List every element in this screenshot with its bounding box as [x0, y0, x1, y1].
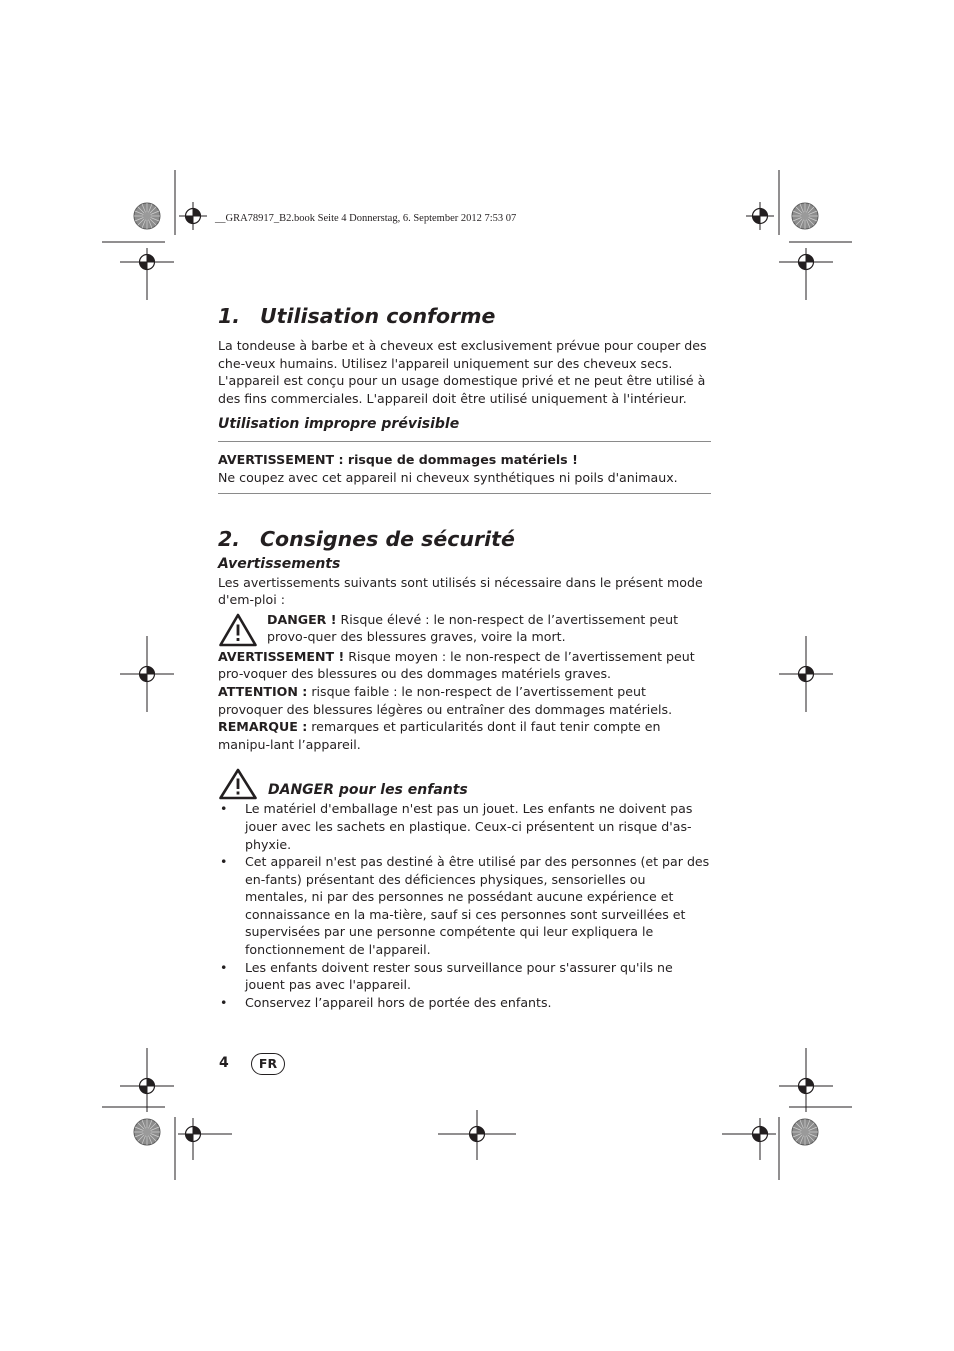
list-item: • Les enfants doivent rester sous surveillance pour s'assurer qu'ils ne jouent pas avec l'appareil.: [218, 959, 711, 994]
remarque-level: [218, 718, 711, 753]
list-item: • Le matériel d'emballage n'est pas un jouet. Les enfants ne doivent pas jouer avec les sachets en plastique. Ceux-ci présentent un risque d'as-phyxie.: [218, 800, 711, 853]
avertissement-level: [218, 648, 711, 683]
section-number: 1.: [218, 304, 241, 328]
subheading: Utilisation impropre prévisible: [218, 416, 460, 433]
section-title: Utilisation conforme: [260, 304, 496, 328]
children-danger-heading: [218, 768, 711, 800]
color-target-icon: [134, 203, 160, 229]
registration-mark-icon: [746, 202, 774, 230]
level-description: Risque moyen : le non-respect de l’avertissement peut pro-voquer des blessures ou des dommages matériels graves.: [218, 648, 695, 682]
registration-mark-icon: [133, 1072, 161, 1100]
color-target-icon: [792, 203, 818, 229]
danger-level: [218, 611, 711, 648]
warning-triangle-icon: [218, 612, 258, 648]
registration-mark-icon: [792, 660, 820, 688]
warning-title: AVERTISSEMENT : risque de dommages matériels !: [218, 452, 578, 468]
section-number: 2.: [218, 526, 241, 551]
danger-text: [267, 611, 711, 646]
subheading: DANGER pour les enfants: [268, 782, 468, 799]
warning-box: [218, 441, 711, 493]
level-description: remarques et particularités dont il faut tenir compte en manipu-lant l’appareil.: [218, 719, 661, 752]
attention-level: [218, 683, 711, 718]
warning-text: Ne coupez avec cet appareil ni cheveux synthétiques ni poils d'animaux.: [218, 469, 678, 485]
paragraph: La tondeuse à barbe et à cheveux est exclusivement prévue pour couper des che-veux humains. Utilisez l'appareil uniquement sur des cheveux secs.: [218, 338, 707, 371]
level-label: DANGER !: [267, 611, 337, 627]
section-1-heading: [218, 303, 711, 329]
section-2-heading: [218, 526, 711, 552]
level-label: AVERTISSEMENT !: [218, 648, 345, 664]
color-target-icon: [134, 1119, 160, 1145]
level-description: Risque élevé : le non-respect de l’avertissement peut provo-quer des blessures graves, voire la mort.: [267, 611, 679, 645]
registration-mark-icon: [133, 660, 161, 688]
section-title: Consignes de sécurité: [260, 526, 515, 551]
list-item: • Conservez l’appareil hors de portée des enfants.: [218, 994, 711, 1012]
page-number: 4: [219, 1055, 229, 1071]
paragraph: L'appareil est conçu pour un usage domestique privé et ne peut être utilisé à des fins commerciales. L'appareil doit être utilisé uniquement à l'intérieur.: [218, 373, 706, 406]
level-label: REMARQUE :: [218, 719, 308, 735]
level-description: risque faible : le non-respect de l’avertissement peut provoquer des blessures légères ou entraîner des dommages matériels.: [218, 683, 673, 717]
color-target-icon: [792, 1119, 818, 1145]
children-safety-list: [218, 800, 711, 1011]
level-label: ATTENTION :: [218, 683, 308, 699]
warning-triangle-icon: [218, 768, 258, 800]
print-header: __GRA78917_B2.book Seite 4 Donnerstag, 6. September 2012 7:53 07: [215, 213, 517, 224]
divider: [218, 493, 711, 494]
registration-mark-icon: [179, 202, 207, 230]
registration-mark-icon: [792, 1072, 820, 1100]
language-badge: FR: [251, 1053, 285, 1075]
paragraph: Les avertissements suivants sont utilisés si nécessaire dans le présent mode d'em-ploi :: [218, 574, 703, 608]
list-item: • Cet appareil n'est pas destiné à être utilisé par des personnes (et par des en-fants) présentant des déficiences physiques, sensorielles ou mentales, ni par des personnes ne possédant aucune expérience et connaissance en la ma-tière, sauf si ces personnes sont surveillées et supervisées par une personne compétente qui leur expliquera le fonctionnement de l'appareil.: [218, 853, 711, 959]
page-content: [218, 300, 711, 1011]
subheading: Avertissements: [218, 555, 341, 572]
